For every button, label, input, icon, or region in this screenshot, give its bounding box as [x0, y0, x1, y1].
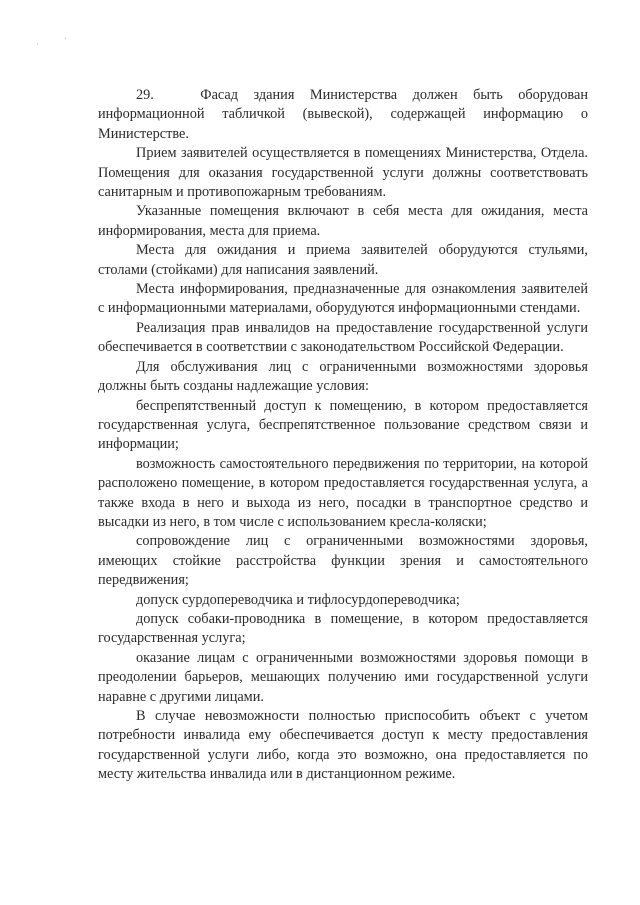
list-item-interpreter: допуск сурдопереводчика и тифлосурдопереводчика;: [136, 591, 460, 608]
list-item-guide-dog: допуск собаки-проводника в помещение, в котором предоставляется государственная услуга;: [98, 610, 588, 647]
paragraph-remote-service: В случае невозможности полностью приспособить объект с учетом потребности инвалида ему обеспечивается доступ к месту предоставления государственной услуги либо, когда это возможно, она предоставляется по месту жительства инвалида или в дистанционном режиме.: [98, 708, 588, 783]
paragraph-premises: Указанные помещения включают в себя места для ожидания, места информирования, места для приема.: [98, 203, 588, 239]
paragraph-disability-rights: Реализация прав инвалидов на предоставление государственной услуги обеспечивается в соответствии с законодательством Российской Федерации.: [98, 319, 588, 356]
list-item-assistance: оказание лицам с ограниченными возможностями здоровья помощи в преодолении барьеров, мешающих получению ими государственной услуги наравне с другими лицами.: [98, 649, 588, 705]
document-body: [98, 86, 588, 785]
paragraph-reception: Прием заявителей осуществляется в помещениях Министерства, Отдела. Помещения для оказания государственной услуги должны соответствовать санитарным и противопожарным требованиям.: [98, 145, 588, 201]
scan-artifact: ·: [36, 40, 39, 49]
scan-artifact: ·: [64, 34, 67, 43]
paragraph-conditions-intro: Для обслуживания лиц с ограниченными возможностями здоровья должны быть созданы надлежащие условия:: [98, 358, 588, 395]
paragraph-facade: 29. Фасад здания Министерства должен быть оборудован информационной табличкой (вывеской), содержащей информацию о Министерстве.: [98, 87, 588, 142]
paragraph-waiting-places: Места для ожидания и приема заявителей оборудуются стульями, столами (стойками) для написания заявлений.: [98, 242, 588, 278]
paragraph-information-places: Места информирования, предназначенные для ознакомления заявителей с информационными материалами, оборудуются информационными стендами.: [98, 281, 588, 317]
list-item-access: беспрепятственный доступ к помещению, в котором предоставляется государственная услуга, беспрепятственное пользование средством связи и информации;: [98, 397, 588, 453]
list-item-movement: возможность самостоятельного передвижения по территории, на которой расположено помещение, в котором предоставляется государственная услуга, а также входа в него и выхода из него, посадки в транспортное средство и высадки из него, в том числе с использованием кресла-коляски;: [98, 455, 588, 530]
list-item-escort: сопровождение лиц с ограниченными возможностями здоровья, имеющих стойкие расстройства функции зрения и самостоятельного передвижения;: [98, 533, 588, 589]
